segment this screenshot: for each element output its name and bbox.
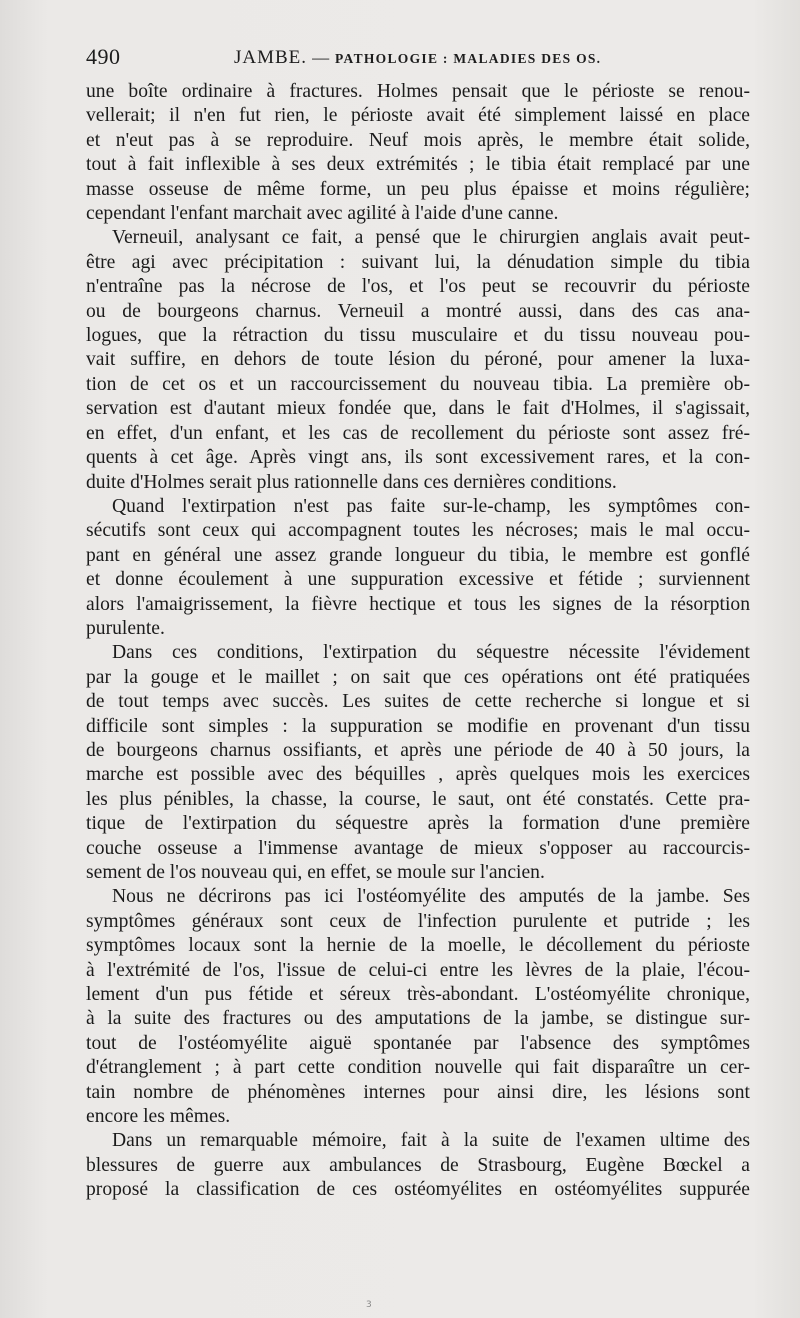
running-head [234,47,601,69]
text-line: pant en général une assez grande longueur du tibia, le membre est gonflé [86,544,750,566]
text-line: tout à fait inflexible à ses deux extrémités ; le tibia était remplacé par une [86,154,750,176]
text-line: Dans ces conditions, l'extirpation du séquestre nécessite l'évidement [112,642,750,664]
page-header [86,44,750,70]
text-line: n'entraîne pas la nécrose de l'os, et l'os peut se recouvrir du périoste [86,276,750,298]
text-line: masse osseuse de même forme, un peu plus épaisse et moins régulière; [86,178,750,200]
text-line: tion de cet os et un raccourcissement du nouveau tibia. La première ob- [86,373,750,395]
paragraph [86,641,750,885]
text-line: et n'eut pas à se reproduire. Neuf mois après, le membre était solide, [86,129,750,151]
text-line: Quand l'extirpation n'est pas faite sur-le-champ, les symptômes con- [112,495,750,517]
text-line: tique de l'extirpation du séquestre après la formation d'une première [86,813,750,835]
text-line: à la suite des fractures ou des amputations de la jambe, se distingue sur- [86,1008,750,1030]
text-line: de bourgeons charnus ossifiants, et après une période de 40 à 50 jours, la [86,739,750,761]
text-line: alors l'amaigrissement, la fièvre hectique et tous les signes de la résorption [86,593,750,615]
text-line: tout de l'ostéomyélite aiguë spontanée par l'absence des symptômes [86,1032,750,1054]
footer-mark: 3 [366,1300,372,1310]
text-line: être agi avec précipitation : suivant lui, la dénudation simple du tibia [86,251,750,273]
paragraph [86,80,750,226]
text-line: proposé la classification de ces ostéomyélites en ostéomyélites suppurée [86,1179,750,1201]
text-line: vellerait; il n'en fut rien, le périoste avait été simplement laissé en place [86,105,750,127]
text-line: blessures de guerre aux ambulances de Strasbourg, Eugène Bœckel a [86,1154,750,1176]
text-line: les plus pénibles, la chasse, la course, le saut, ont été constatés. Cette pra- [86,788,750,810]
page-number: 490 [86,44,121,69]
text-line: à l'extrémité de l'os, l'issue de celui-ci entre les lèvres de la plaie, l'écou- [86,959,750,981]
text-line: purulente. [86,617,165,639]
text-line: symptômes locaux sont la hernie de la moelle, le décollement du périoste [86,935,750,957]
paragraph [86,495,750,641]
text-line: par la gouge et le maillet ; on sait que ces opérations ont été pratiquées [86,666,750,688]
paragraph [86,226,750,494]
paragraph [86,1129,750,1202]
text-line: difficile sont simples : la suppuration se modifie en provenant d'un tissu [86,715,750,737]
text-line: marche est possible avec des béquilles , après quelques mois les exercices [86,764,750,786]
text-line: tain nombre de phénomènes internes pour ainsi dire, les lésions sont [86,1081,750,1103]
text-line: une boîte ordinaire à fractures. Holmes pensait que le périoste se renou- [86,81,750,102]
running-head-section: PATHOLOGIE : MALADIES DES OS. [334,51,602,66]
text-line: Verneuil, analysant ce fait, a pensé que le chirurgien anglais avait peut- [112,227,750,249]
text-line: Dans un remarquable mémoire, fait à la suite de l'examen ultime des [112,1130,750,1152]
text-line: de tout temps avec succès. Les suites de cette recherche si longue et si [86,691,750,713]
running-head-title: JAMBE. [234,47,308,68]
text-line: sement de l'os nouveau qui, en effet, se moule sur l'ancien. [86,862,545,883]
text-line: en effet, d'un enfant, et les cas de recollement du périoste sont assez fré- [86,422,750,444]
text-line: ou de bourgeons charnus. Verneuil a montré aussi, dans des cas ana- [86,300,750,322]
text-line: duite d'Holmes serait plus rationnelle dans ces dernières conditions. [86,471,617,493]
text-line: symptômes généraux sont ceux de l'infection purulente et putride ; les [86,910,750,932]
text-line: Nous ne décrirons pas ici l'ostéomyélite des amputés de la jambe. Ses [112,886,750,908]
text-line: logues, que la rétraction du tissu musculaire et du tissu nouveau pou- [86,325,750,347]
running-head-dash: — [312,48,330,67]
text-line: et donne écoulement à une suppuration excessive et fétide ; surviennent [86,569,750,591]
text-line: encore les mêmes. [86,1106,231,1128]
text-line: couche osseuse a l'immense avantage de mieux s'opposer au raccourcis- [86,837,750,859]
text-line: lement d'un pus fétide et séreux très-abondant. L'ostéomyélite chronique, [86,984,750,1006]
body-text [86,80,750,1203]
text-line: d'étranglement ; à part cette condition nouvelle qui fait disparaître un cer- [86,1057,750,1079]
text-line: quents à cet âge. Après vingt ans, ils sont excessivement rares, et la con- [86,447,750,469]
text-line: servation est d'autant mieux fondée que, dans le fait d'Holmes, il s'agissait, [86,398,750,420]
paragraph [86,885,750,1129]
text-line: sécutifs sont ceux qui accompagnent toutes les nécroses; mais le mal occu- [86,520,750,542]
text-line: cependant l'enfant marchait avec agilité à l'aide d'une canne. [86,203,559,225]
text-line: vait suffire, en dehors de toute lésion du péroné, pour amener la luxa- [86,349,750,371]
